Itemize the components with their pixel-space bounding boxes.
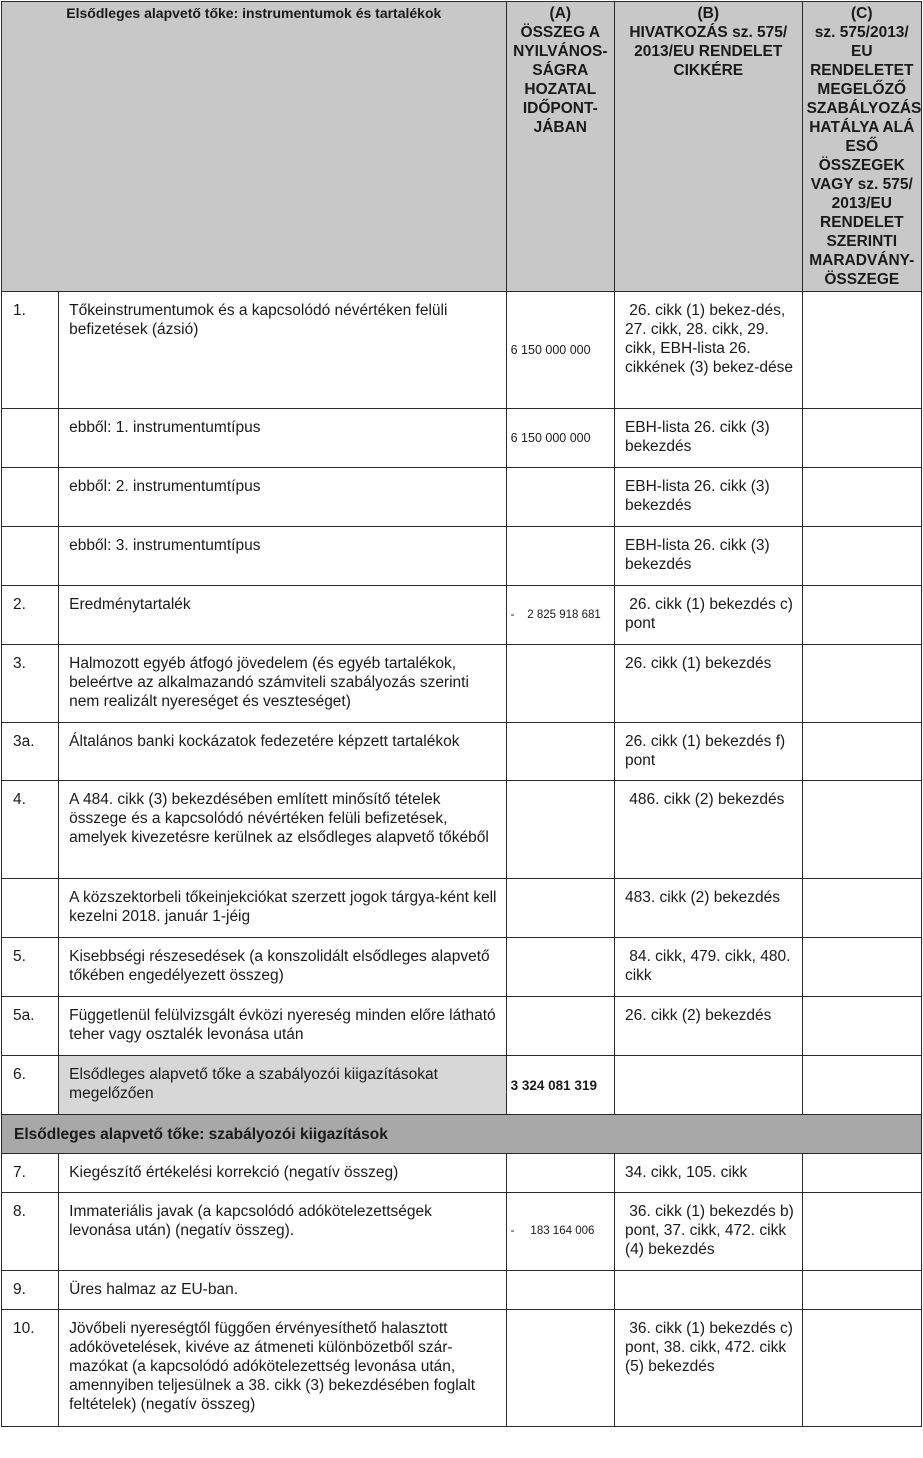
row-col-c — [802, 645, 921, 723]
table-row — [2, 1271, 922, 1310]
row-amount: 3 324 081 319 — [510, 1077, 597, 1093]
row-col-c — [802, 1154, 921, 1193]
table-row — [2, 1310, 922, 1427]
table-row — [2, 879, 922, 938]
row-number: 5a. — [13, 1007, 35, 1024]
row-col-c — [802, 527, 921, 586]
row-reference: 36. cikk (1) bekezdés b) pont, 37. cikk, 472. cikk (4) bekezdés — [624, 1203, 799, 1258]
row-number: 9. — [13, 1281, 26, 1298]
row-reference: 84. cikk, 479. cikk, 480. cikk — [624, 948, 795, 984]
header-main — [2, 2, 507, 292]
row-amount: - 183 164 006 — [510, 1225, 595, 1237]
header-col-a-text: (A) ÖSSZEG A NYILVÁNOS-SÁGRA HOZATAL IDŐPONT-JÁBAN — [513, 5, 608, 136]
row-amount: 6 150 000 000 — [510, 342, 591, 357]
row-amount: - 2 825 918 681 — [510, 608, 601, 621]
row-col-c — [802, 938, 921, 997]
row-number: 3a. — [13, 733, 35, 750]
row-number: 10. — [13, 1320, 35, 1337]
row-reference: 36. cikk (1) bekezdés c) pont, 38. cikk, 472. cikk (5) bekezdés — [624, 1320, 798, 1375]
table-row — [2, 723, 922, 781]
row-reference: 486. cikk (2) bekezdés — [624, 791, 785, 808]
row-description: ebből: 2. instrumentumtípus — [69, 478, 261, 495]
row-reference: 26. cikk (1) bekezdés — [624, 655, 772, 672]
row-description: Immateriális javak (a kapcsolódó adókötelezettségek levonása után) (negatív összeg). — [69, 1203, 432, 1239]
row-description: ebből: 3. instrumentumtípus — [69, 537, 261, 554]
row-reference: 26. cikk (1) bekezdés c) pont — [624, 596, 798, 632]
row-number: 3. — [13, 655, 26, 672]
row-description: Kisebbségi részesedések (a konszolidált elsődleges alapvető tőkében engedélyezett összeg) — [69, 948, 490, 984]
row-number — [2, 527, 58, 536]
row-reference: 26. cikk (1) bekez-dés, 27. cikk, 28. cikk, 29. cikk, EBH-lista 26. cikkének (3) bekez-dése — [624, 302, 793, 376]
row-description: Elsődleges alapvető tőke a szabályozói kiigazításokat megelőzően — [69, 1066, 438, 1102]
row-number: 5. — [13, 948, 26, 965]
row-col-c — [802, 997, 921, 1056]
table-row — [2, 781, 922, 879]
row-reference: EBH-lista 26. cikk (3) bekezdés — [624, 419, 770, 455]
row-description: ebből: 1. instrumentumtípus — [69, 419, 261, 436]
row-number: 4. — [13, 791, 26, 808]
row-col-c — [802, 292, 921, 409]
table-row — [2, 586, 922, 645]
section-title: Elsődleges alapvető tőke: szabályozói kiigazítások — [14, 1126, 388, 1143]
table-row — [2, 1193, 922, 1271]
header-col-b-text: (B) HIVATKOZÁS sz. 575/ 2013/EU RENDELET CIKKÉRE — [629, 5, 788, 79]
row-description: Üres halmaz az EU-ban. — [69, 1281, 239, 1298]
row-reference: EBH-lista 26. cikk (3) bekezdés — [624, 537, 770, 573]
row-reference: EBH-lista 26. cikk (3) bekezdés — [624, 478, 770, 514]
row-number: 1. — [13, 302, 26, 319]
row-col-c — [802, 1056, 921, 1115]
row-number — [2, 409, 58, 418]
table-row — [2, 1154, 922, 1193]
row-number: 8. — [13, 1203, 26, 1220]
header-row — [2, 2, 922, 292]
row-description: A 484. cikk (3) bekezdésében említett minősítő tételek összege és a kapcsolódó névértéken felüli befizetések, amelyek kivezetésre kerülnek az elsődleges alapvető tőkéből — [69, 791, 489, 846]
row-description: Jövőbeli nyereségtől függően érvényesíthető halasztott adókövetelések, kivéve az átmeneti különbözetből szár-mazókat (a kapcsolódó adókötelezettség levonása után, amennyiben teljesülnek a 38. cikk (3) bekezdésében foglalt feltételek) (negatív összeg) — [69, 1320, 476, 1413]
section-row — [2, 1115, 922, 1154]
row-number: 6. — [13, 1066, 26, 1083]
row-reference: 483. cikk (2) bekezdés — [624, 889, 781, 906]
row-description: Általános banki kockázatok fedezetére képzett tartalékok — [69, 733, 460, 750]
row-reference: 34. cikk, 105. cikk — [624, 1164, 748, 1181]
header-main-text: Elsődleges alapvető tőke: instrumentumok és tartalékok — [66, 5, 442, 21]
table-row — [2, 527, 922, 586]
row-description: Függetlenül felülvizsgált évközi nyereség minden előre látható teher vagy osztalék levonása után — [69, 1007, 496, 1043]
table-row — [2, 645, 922, 723]
row-description: Halmozott egyéb átfogó jövedelem (és egyéb tartalékok, beleértve az alkalmazandó számviteli szabályozás szerinti nem realizált nyereséget és veszteséget) — [69, 655, 469, 710]
row-col-c — [802, 586, 921, 645]
row-number: 2. — [13, 596, 26, 613]
row-col-c — [802, 781, 921, 879]
table-row — [2, 468, 922, 527]
table-row — [2, 938, 922, 997]
row-number: 7. — [13, 1164, 26, 1181]
row-col-c — [802, 1310, 921, 1427]
row-reference — [615, 1271, 802, 1280]
row-reference — [615, 1056, 802, 1065]
row-reference: 26. cikk (1) bekezdés f) pont — [624, 733, 786, 769]
table-row — [2, 997, 922, 1056]
row-col-c — [802, 468, 921, 527]
row-number — [2, 468, 58, 477]
row-col-c — [802, 409, 921, 468]
row-description: A közszektorbeli tőkeinjekciókat szerzett jogok tárgya-ként kell kezelni 2018. január 1-jéig — [69, 889, 497, 925]
header-col-c-text: (C) sz. 575/2013/ EU RENDELETET MEGELŐZŐ SZABÁLYOZÁS HATÁLYA ALÁ ESŐ ÖSSZEGEK VAGY sz. 575/ 2013/EU RENDELET SZERINTI MARADVÁNY-ÖSSZEGE — [806, 5, 922, 288]
row-col-c — [802, 879, 921, 938]
row-description: Eredménytartalék — [69, 596, 191, 613]
row-col-c — [802, 1271, 921, 1310]
header-col-c — [802, 2, 921, 292]
row-description: Kiegészítő értékelési korrekció (negatív összeg) — [69, 1164, 399, 1181]
row-amount: 6 150 000 000 — [510, 430, 591, 445]
row-description: Tőkeinstrumentumok és a kapcsolódó névértéken felüli befizetések (ázsió) — [69, 302, 448, 338]
row-reference: 26. cikk (2) bekezdés — [624, 1007, 772, 1024]
row-col-c — [802, 1193, 921, 1271]
row-col-c — [802, 723, 921, 781]
row-number — [2, 879, 58, 888]
header-col-a — [506, 2, 614, 292]
table-row — [2, 1056, 922, 1115]
table-row — [2, 409, 922, 468]
capital-table — [1, 1, 922, 1427]
table-row — [2, 292, 922, 409]
header-col-b — [614, 2, 802, 292]
